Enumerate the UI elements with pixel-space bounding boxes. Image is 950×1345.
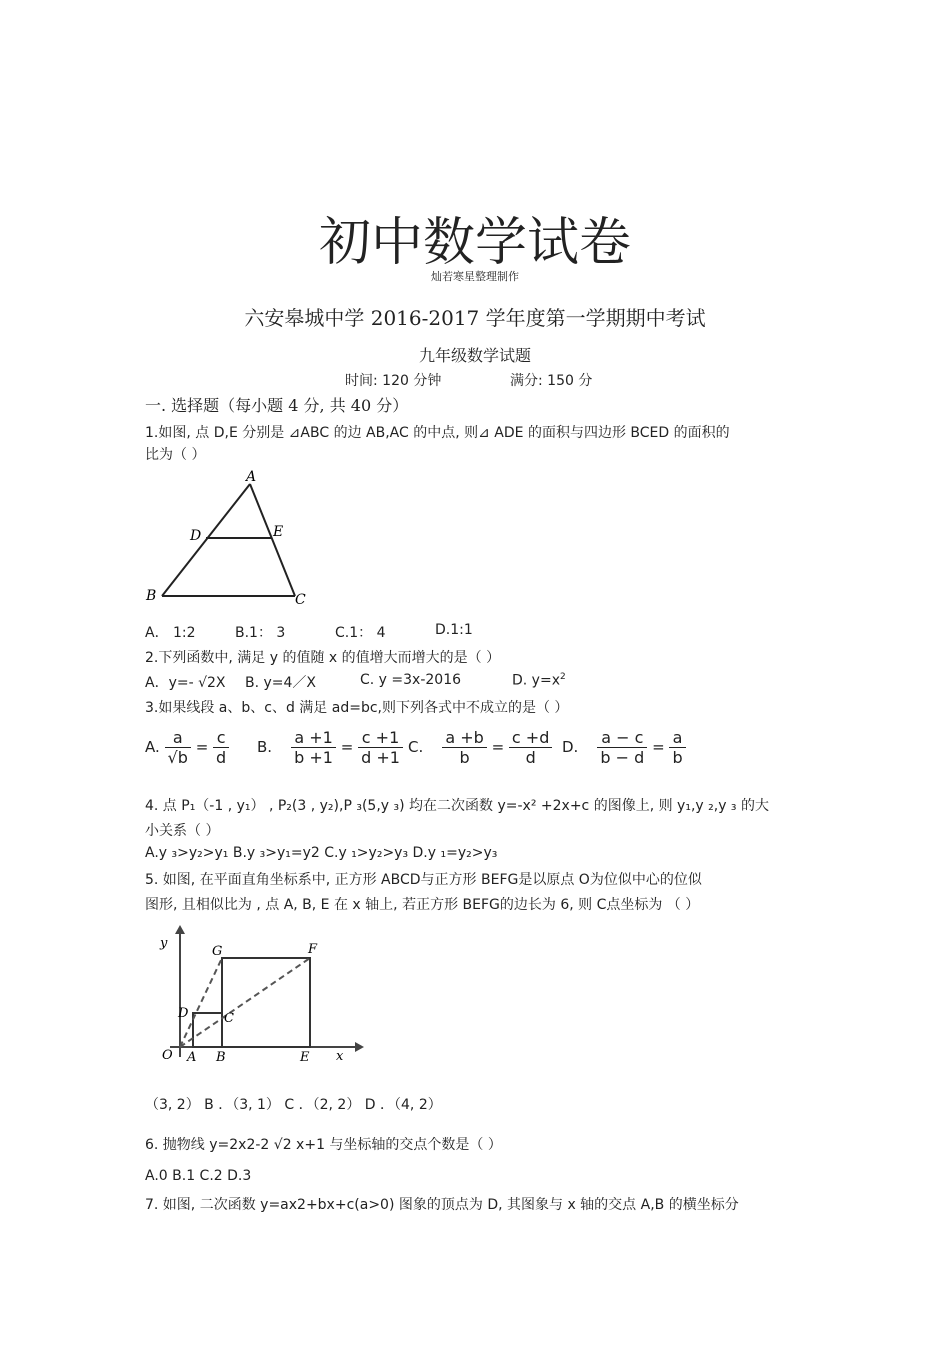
q2-option-c: C. y =3x-2016: [360, 672, 462, 688]
q5-label-d: D: [178, 1006, 189, 1021]
q3-b-num2: c +1: [358, 728, 403, 748]
q1-option-d: D.1:1: [435, 622, 473, 638]
q6-stem: 6. 抛物线 y=2x2-2 √2 x+1 与坐标轴的交点个数是（ ）: [145, 1137, 502, 1153]
q3-c-label: C.: [408, 738, 424, 756]
q1-label-b: B: [146, 588, 157, 604]
q3-a-den1: √b: [167, 748, 188, 767]
q5-coordinate-figure: [150, 922, 370, 1067]
q3-d-num1: a − c: [597, 728, 647, 748]
q2-option-d-exponent: 2: [559, 672, 566, 682]
q1-option-a: A． 1:2: [145, 625, 196, 641]
q3-c-den1: b: [459, 748, 470, 767]
q3-option-b: [257, 728, 403, 767]
q3-c-den2: d: [525, 748, 536, 767]
q3-a-num1: a: [165, 728, 191, 748]
q4-options: A.y ₃>y₂>y₁ B.y ₃>y₁=y2 C.y ₁>y₂>y₃ D.y ₁=y₂>y₃: [145, 845, 498, 861]
q2-option-b: B. y=4／X: [245, 675, 317, 691]
q3-a-num2: c: [213, 728, 229, 748]
q3-a-eq: =: [195, 738, 209, 756]
q3-option-d: [562, 728, 686, 767]
section-heading: 一. 选择题（每小题 4 分, 共 40 分）: [145, 396, 409, 415]
q5-label-x: x: [336, 1049, 344, 1064]
q5-label-y: y: [160, 936, 168, 951]
q1-triangle-figure: [140, 466, 330, 611]
q5-label-o: O: [162, 1048, 173, 1063]
q1-label-e: E: [273, 524, 284, 540]
credit-line: 灿若寒星整理制作: [431, 270, 519, 283]
q3-c-num2: c +d: [509, 728, 552, 748]
exam-subtitle: 九年级数学试题: [418, 346, 531, 365]
q1-label-d: D: [190, 528, 202, 544]
q3-d-eq: =: [652, 738, 665, 756]
q1-label-a: A: [246, 469, 257, 485]
q7-stem-line1: 7. 如图, 二次函数 y=ax2+bx+c(a>0) 图象的顶点为 D, 其图象与 x 轴的交点 A,B 的横坐标分: [145, 1197, 739, 1213]
q1-stem-line2: 比为（ ）: [145, 447, 206, 463]
q3-c-num1: a +b: [442, 728, 486, 748]
q5-stem-line1: 5. 如图, 在平面直角坐标系中, 正方形 ABCD与正方形 BEFG是以原点 O为位似中心的位似: [145, 872, 702, 888]
q5-stem-line2: 图形, 且相似比为 , 点 A, B, E 在 x 轴上, 若正方形 BEFG的边长为 6, 则 C点坐标为 （ ）: [145, 897, 700, 913]
q3-b-eq: =: [340, 738, 354, 756]
q1-option-c: C.1： 4: [335, 625, 386, 641]
q2-option-d: [512, 672, 566, 689]
q4-stem-line1: 4. 点 P₁（-1 , y₁） , P₂(3 , y₂),P ₃(5,y ₃) 均在二次函数 y=-x² +2x+c 的图像上, 则 y₁,y ₂,y ₃ 的大: [145, 798, 769, 814]
q5-label-f: F: [308, 942, 318, 957]
q1-label-c: C: [295, 592, 306, 608]
q3-d-den2: b: [672, 748, 683, 767]
q3-option-c: [408, 728, 552, 767]
q4-stem-line2: 小关系（ ）: [145, 823, 220, 839]
q3-b-label: B.: [257, 738, 273, 756]
q5-label-g: G: [212, 944, 223, 959]
q3-stem: 3.如果线段 a、b、c、d 满足 ad=bc,则下列各式中不成立的是（ ）: [145, 700, 569, 716]
exam-score: 满分: 150 分: [510, 373, 593, 389]
exam-title: 六安皋城中学 2016-2017 学年度第一学期期中考试: [244, 306, 706, 330]
q2-stem: 2.下列函数中, 满足 y 的值随 x 的值增大而增大的是（ ）: [145, 650, 501, 666]
q3-d-label: D.: [562, 738, 579, 756]
q3-a-den2: d: [216, 748, 227, 767]
q5-label-b: B: [216, 1050, 226, 1065]
q3-c-eq: =: [491, 738, 505, 756]
q3-d-den1: b − d: [600, 748, 645, 767]
q3-b-den1: b +1: [294, 748, 333, 767]
q6-options: A.0 B.1 C.2 D.3: [145, 1168, 252, 1184]
q1-stem-line1: 1.如图, 点 D,E 分别是 ⊿ABC 的边 AB,AC 的中点, 则⊿ ADE 的面积与四边形 BCED 的面积的: [145, 425, 730, 441]
q2-option-a: A．y=- √2X: [145, 675, 226, 691]
q5-label-a: A: [187, 1050, 197, 1065]
q1-option-b: B.1： 3: [235, 625, 286, 641]
q5-label-e: E: [300, 1050, 310, 1065]
q5-label-c: C: [224, 1011, 234, 1026]
q2-option-d-text: D. y=x: [512, 672, 560, 689]
q3-option-a: [145, 728, 229, 767]
q3-b-den2: d +1: [361, 748, 400, 767]
exam-time: 时间: 120 分钟: [345, 373, 442, 389]
document-title: 初中数学试卷: [318, 213, 631, 273]
q3-b-num1: a +1: [291, 728, 336, 748]
q3-a-label: A.: [145, 738, 160, 756]
q5-options: （3, 2） B ．（3, 1） C ．（2, 2） D ．（4, 2）: [145, 1097, 442, 1113]
q3-d-num2: a: [669, 728, 685, 748]
